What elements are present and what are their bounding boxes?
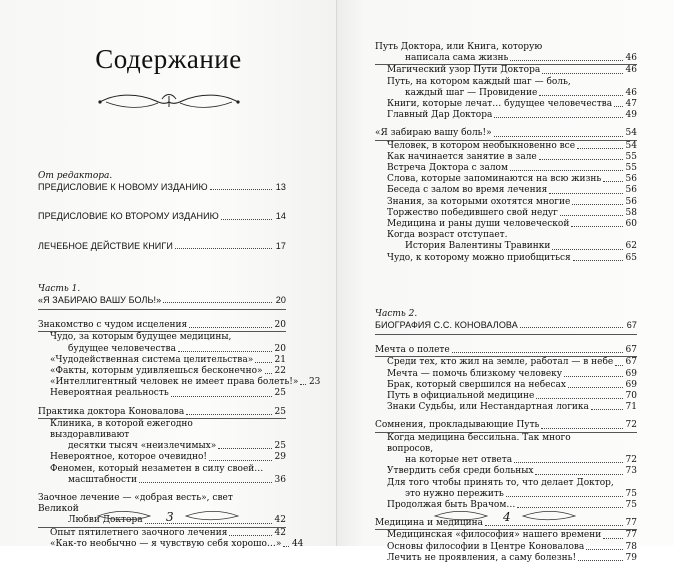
- entry-title: Путь в официальной медицине: [387, 391, 535, 402]
- dot-leader: [572, 204, 623, 205]
- part-label: Часть 2.: [375, 308, 418, 319]
- entry-title: Главный Дар Доктора: [387, 110, 493, 121]
- spacer: [38, 313, 286, 320]
- entry-page-number: 20: [274, 320, 286, 331]
- toc-entry[interactable]: [375, 99, 637, 110]
- toc-entry[interactable]: [375, 369, 637, 380]
- entry-page-number: 13: [275, 182, 286, 193]
- toc-right: [375, 42, 637, 564]
- entry-page-number: 75: [625, 488, 637, 499]
- entry-title: Продолжая быть Врачом…: [387, 499, 516, 510]
- entry-title: Знания, за которыми охотятся многие: [387, 196, 571, 207]
- entry-title: Книги, которые лечат… будущее человечества: [387, 99, 613, 110]
- entry-title: десятки тысяч «неизлечимых»: [68, 441, 217, 452]
- toc-entry[interactable]: [38, 332, 286, 343]
- entry-title: Знакомство с чудом исцеления: [38, 320, 188, 331]
- entry-page-number: 47: [625, 99, 637, 110]
- entry-page-number: 67: [626, 320, 637, 331]
- entry-title: История Валентины Травинки: [405, 241, 551, 252]
- entry-page-number: 25: [274, 388, 286, 399]
- toc-section-entry[interactable]: [375, 320, 637, 331]
- toc-entry[interactable]: [375, 141, 637, 152]
- spacer: [375, 282, 637, 295]
- dot-leader: [485, 525, 623, 526]
- entry-page-number: 23: [308, 377, 321, 388]
- entry-page-number: 69: [625, 368, 637, 379]
- entry-title: ЛЕЧЕБНОЕ ДЕЙСТВИЕ КНИГИ: [38, 240, 173, 251]
- toc-entry[interactable]: [375, 466, 637, 477]
- toc-entry[interactable]: [375, 402, 637, 413]
- spacer: [38, 486, 286, 493]
- entry-title: Слова, которые запоминаются на всю жизнь: [387, 174, 602, 185]
- entry-page-number: 21: [274, 354, 286, 365]
- dot-leader: [542, 73, 623, 74]
- entry-title: Феномен, который незаметен в силу своей…: [50, 463, 264, 474]
- entry-page-number: 42: [274, 527, 286, 538]
- dot-leader: [300, 384, 306, 385]
- entry-title: Путь Доктора, или Книга, которую: [375, 42, 543, 52]
- toc-entry[interactable]: [375, 88, 637, 99]
- toc-entry[interactable]: [38, 419, 286, 441]
- dot-leader: [255, 362, 272, 363]
- dot-leader: [514, 462, 623, 463]
- toc-entry[interactable]: [375, 530, 637, 541]
- entry-page-number: 55: [625, 151, 637, 162]
- dot-leader: [163, 302, 272, 303]
- entry-page-number: 14: [275, 211, 286, 222]
- dot-leader: [603, 538, 623, 539]
- toc-entry[interactable]: [375, 478, 637, 489]
- dot-leader: [139, 482, 272, 483]
- toc-section-entry[interactable]: [375, 42, 637, 53]
- toc-entry[interactable]: [375, 65, 637, 76]
- toc-entry[interactable]: [38, 538, 304, 550]
- entry-page-number: 62: [625, 241, 637, 252]
- toc-section-entry[interactable]: [375, 128, 637, 140]
- dot-leader: [510, 60, 623, 61]
- entry-page-number: 77: [625, 530, 637, 541]
- dot-leader: [186, 414, 272, 415]
- entry-title: Опыт пятилетнего заочного лечения: [50, 527, 228, 538]
- entry-title: «Интеллигентный человек не имеет права болеть!»: [50, 377, 299, 388]
- dot-leader: [577, 148, 623, 149]
- entry-title: «Факты, которым удивляешься бесконечно»: [50, 366, 263, 377]
- right-page: [337, 0, 674, 563]
- entry-page-number: 46: [625, 53, 637, 64]
- entry-page-number: 36: [274, 474, 286, 485]
- entry-title: Брак, который свершился на небесах: [387, 379, 566, 390]
- entry-page-number: 58: [625, 207, 637, 218]
- dot-leader: [229, 535, 272, 536]
- toc-entry[interactable]: [375, 433, 637, 455]
- entry-page-number: 54: [625, 128, 637, 139]
- toc-entry[interactable]: [38, 475, 286, 486]
- dot-leader: [221, 219, 272, 220]
- dot-leader: [210, 189, 272, 190]
- entry-title: «Чудодейственная система целительства»: [50, 354, 254, 365]
- toc-entry[interactable]: [375, 455, 637, 466]
- toc-entry[interactable]: [375, 208, 637, 219]
- dot-leader: [506, 496, 623, 497]
- dot-leader: [539, 159, 623, 160]
- toc-entry[interactable]: [375, 391, 637, 402]
- toc-entry[interactable]: [375, 380, 637, 391]
- entry-page-number: 44: [291, 538, 304, 549]
- entry-page-number: 75: [625, 499, 637, 510]
- dot-leader: [510, 170, 623, 171]
- dot-leader: [265, 373, 272, 374]
- entry-title: Заочное лечение — «добрая весть», свет Великой: [38, 493, 233, 515]
- toc-entry[interactable]: [375, 110, 637, 121]
- entry-page-number: 22: [274, 366, 286, 377]
- entry-title: Среди тех, кто жил на земле, работал — в небе: [387, 357, 614, 368]
- toc-entry[interactable]: [375, 163, 637, 174]
- entry-title: Магический узор Пути Доктора: [387, 65, 541, 76]
- toc-entry[interactable]: [38, 452, 286, 463]
- dot-leader: [552, 249, 623, 250]
- entry-title: Медицина и раны души человеческой: [387, 219, 570, 230]
- spacer: [38, 223, 286, 241]
- entry-page-number: 54: [625, 140, 637, 151]
- entry-title: Знаки Судьбы, или Нестандартная логика: [387, 402, 589, 413]
- entry-title: Встреча Доктора с залом: [387, 163, 508, 174]
- entry-title: Мечта о полете: [375, 345, 450, 356]
- toc-entry[interactable]: [375, 553, 637, 564]
- entry-page-number: 67: [625, 357, 637, 368]
- entry-title: Медицинская «философия» нашего времени: [387, 530, 602, 541]
- spacer: [38, 193, 286, 211]
- dot-leader: [517, 507, 623, 508]
- toc-entry[interactable]: [375, 77, 637, 88]
- entry-page-number: 70: [625, 391, 637, 402]
- toc-section-entry[interactable]: [38, 241, 286, 252]
- dot-leader: [560, 215, 623, 216]
- dot-leader: [573, 260, 623, 261]
- entry-title: «Я ЗАБИРАЮ ВАШУ БОЛЬ!»: [38, 295, 162, 306]
- dot-leader: [283, 546, 289, 547]
- dot-leader: [564, 376, 623, 377]
- toc-entry[interactable]: [375, 241, 637, 252]
- entry-title: каждый шаг — Провидение: [405, 87, 538, 98]
- part-label: Часть 1.: [38, 283, 81, 294]
- toc-entry[interactable]: [38, 377, 321, 388]
- flourish-ornament-icon: [96, 91, 242, 113]
- page-title: Содержание: [95, 44, 242, 74]
- toc-entry[interactable]: [375, 53, 637, 65]
- dot-leader: [578, 560, 623, 561]
- entry-title: Мечта — помочь близкому человеку: [387, 368, 563, 379]
- dot-leader: [178, 351, 272, 352]
- entry-page-number: 46: [625, 87, 637, 98]
- dot-leader: [535, 474, 623, 475]
- entry-page-number: 46: [625, 65, 637, 76]
- entry-title: ПРЕДИСЛОВИЕ К НОВОМУ ИЗДАНИЮ: [38, 182, 208, 193]
- entry-page-number: 79: [625, 552, 637, 563]
- spacer: [375, 413, 637, 420]
- entry-title: Когда возраст отступает.: [387, 230, 508, 241]
- entry-page-number: 25: [274, 406, 286, 417]
- entry-page-number: 20: [275, 295, 286, 306]
- entry-title: Утвердить себя среди больных: [387, 466, 534, 477]
- toc-entry[interactable]: [38, 441, 286, 452]
- dot-leader: [603, 181, 623, 182]
- entry-page-number: 71: [625, 402, 637, 413]
- toc-entry[interactable]: [38, 366, 286, 377]
- entry-title: ПРЕДИСЛОВИЕ КО ВТОРОМУ ИЗДАНИЮ: [38, 211, 219, 222]
- toc-section-entry[interactable]: [38, 407, 286, 419]
- entry-page-number: 69: [625, 379, 637, 390]
- entry-page-number: 49: [625, 110, 637, 121]
- entry-page-number: 77: [625, 518, 637, 529]
- entry-page-number: 73: [625, 466, 637, 477]
- toc-entry[interactable]: [375, 489, 637, 500]
- entry-title: «Я забираю вашу боль!»: [375, 128, 492, 139]
- page-number-right: 4: [503, 510, 511, 524]
- entry-title: Невероятная реальность: [50, 388, 169, 399]
- entry-title: будущее человечества: [68, 343, 176, 354]
- dot-leader: [539, 95, 623, 96]
- entry-title: Когда медицина бессильна. Так много вопросов,: [387, 432, 571, 454]
- entry-title: Основы философии в Центре Коновалова: [387, 541, 585, 552]
- entry-title: это нужно пережить: [405, 488, 504, 499]
- entry-page-number: 56: [625, 196, 637, 207]
- entry-title: Торжество победившего свой недуг: [387, 207, 558, 218]
- dot-leader: [209, 460, 272, 461]
- entry-title: Чудо, к которому можно приобщиться: [387, 252, 571, 263]
- entry-page-number: 60: [625, 219, 637, 230]
- entry-page-number: 78: [625, 541, 637, 552]
- dot-leader: [494, 136, 623, 137]
- dot-leader: [452, 352, 623, 353]
- part-label: От редактора.: [38, 171, 113, 181]
- entry-page-number: 72: [625, 420, 637, 431]
- toc-section-entry[interactable]: [38, 295, 286, 306]
- entry-page-number: 56: [625, 185, 637, 196]
- entry-title: «Как-то необычно — я чувствую себя хорошо…»: [50, 538, 282, 549]
- toc-entry[interactable]: [38, 464, 286, 475]
- toc-entry[interactable]: [38, 355, 286, 366]
- section-rule: [38, 309, 286, 310]
- toc-section-entry[interactable]: [375, 345, 637, 357]
- entry-title: Беседа с залом во время лечения: [387, 185, 548, 196]
- entry-title: Невероятное, которое очевидно!: [50, 452, 208, 463]
- toc-entry[interactable]: [375, 197, 637, 208]
- toc-section-entry[interactable]: [38, 211, 286, 222]
- entry-title: Для того чтобы принять то, что делает Доктор,: [387, 477, 614, 488]
- toc-entry[interactable]: [38, 344, 286, 355]
- entry-page-number: 17: [275, 240, 286, 251]
- toc-entry[interactable]: [375, 185, 637, 196]
- dot-leader: [571, 226, 623, 227]
- entry-title: на которые нет ответа: [405, 455, 513, 466]
- toc-entry[interactable]: [375, 542, 637, 553]
- entry-page-number: 42: [274, 515, 286, 526]
- entry-title: Медицина и медицина: [375, 518, 483, 529]
- entry-title: написала сама жизнь: [405, 53, 509, 64]
- toc-entry[interactable]: [38, 528, 286, 539]
- page-number-left: 3: [166, 510, 174, 524]
- entry-title: Человек, в котором необыкновенно все: [387, 140, 576, 151]
- dot-leader: [615, 365, 623, 366]
- dot-leader: [218, 448, 272, 449]
- dot-leader: [536, 398, 623, 399]
- toc-entry[interactable]: [375, 152, 637, 163]
- entry-title: Любви Доктора: [68, 515, 143, 526]
- entry-title: БИОГРАФИЯ С.С. КОНОВАЛОВА: [375, 320, 518, 331]
- toc-section-entry[interactable]: [38, 182, 286, 193]
- toc-entry[interactable]: [375, 230, 637, 241]
- entry-page-number: 20: [274, 343, 286, 354]
- entry-title: масштабности: [68, 474, 137, 485]
- toc-section-entry[interactable]: [38, 320, 286, 332]
- dot-leader: [520, 327, 623, 328]
- entry-page-number: 55: [625, 163, 637, 174]
- entry-title: Сомнения, прокладывающие Путь: [375, 420, 540, 431]
- dot-leader: [189, 327, 272, 328]
- entry-page-number: 56: [625, 174, 637, 185]
- entry-page-number: 65: [625, 252, 637, 263]
- entry-page-number: 67: [625, 345, 637, 356]
- entry-title: Клиника, в которой ежегодно выздоравливают: [50, 418, 193, 441]
- entry-title: Лечить не проявления, а саму болезнь!: [387, 552, 577, 563]
- entry-page-number: 72: [625, 455, 637, 466]
- entry-title: Путь, на котором каждый шаг — боль,: [387, 76, 571, 87]
- dot-leader: [541, 428, 623, 429]
- toc-section-entry[interactable]: [375, 420, 637, 432]
- dot-leader: [494, 117, 623, 118]
- dot-leader: [586, 549, 623, 550]
- toc-entry[interactable]: [375, 219, 637, 230]
- toc-entry[interactable]: [375, 253, 637, 264]
- spacer: [38, 252, 286, 270]
- spacer: [375, 338, 637, 345]
- dot-leader: [591, 409, 623, 410]
- dot-leader: [171, 396, 272, 397]
- entry-title: Чудо, за которым будущее медицины,: [50, 332, 232, 343]
- entry-page-number: 25: [274, 441, 286, 452]
- entry-title: Практика доктора Коновалова: [38, 406, 185, 417]
- toc-entry[interactable]: [375, 357, 637, 368]
- section-rule: [375, 334, 637, 335]
- toc-left: [38, 171, 321, 550]
- dot-leader: [175, 248, 272, 249]
- spacer: [375, 264, 637, 282]
- toc-entry[interactable]: [375, 174, 637, 185]
- entry-title: Как начинается занятие в зале: [387, 151, 537, 162]
- spacer: [38, 400, 286, 407]
- toc-entry[interactable]: [38, 388, 286, 399]
- entry-page-number: 29: [274, 452, 286, 463]
- dot-leader: [614, 106, 623, 107]
- dot-leader: [549, 193, 623, 194]
- dot-leader: [568, 387, 623, 388]
- left-page: [0, 0, 337, 549]
